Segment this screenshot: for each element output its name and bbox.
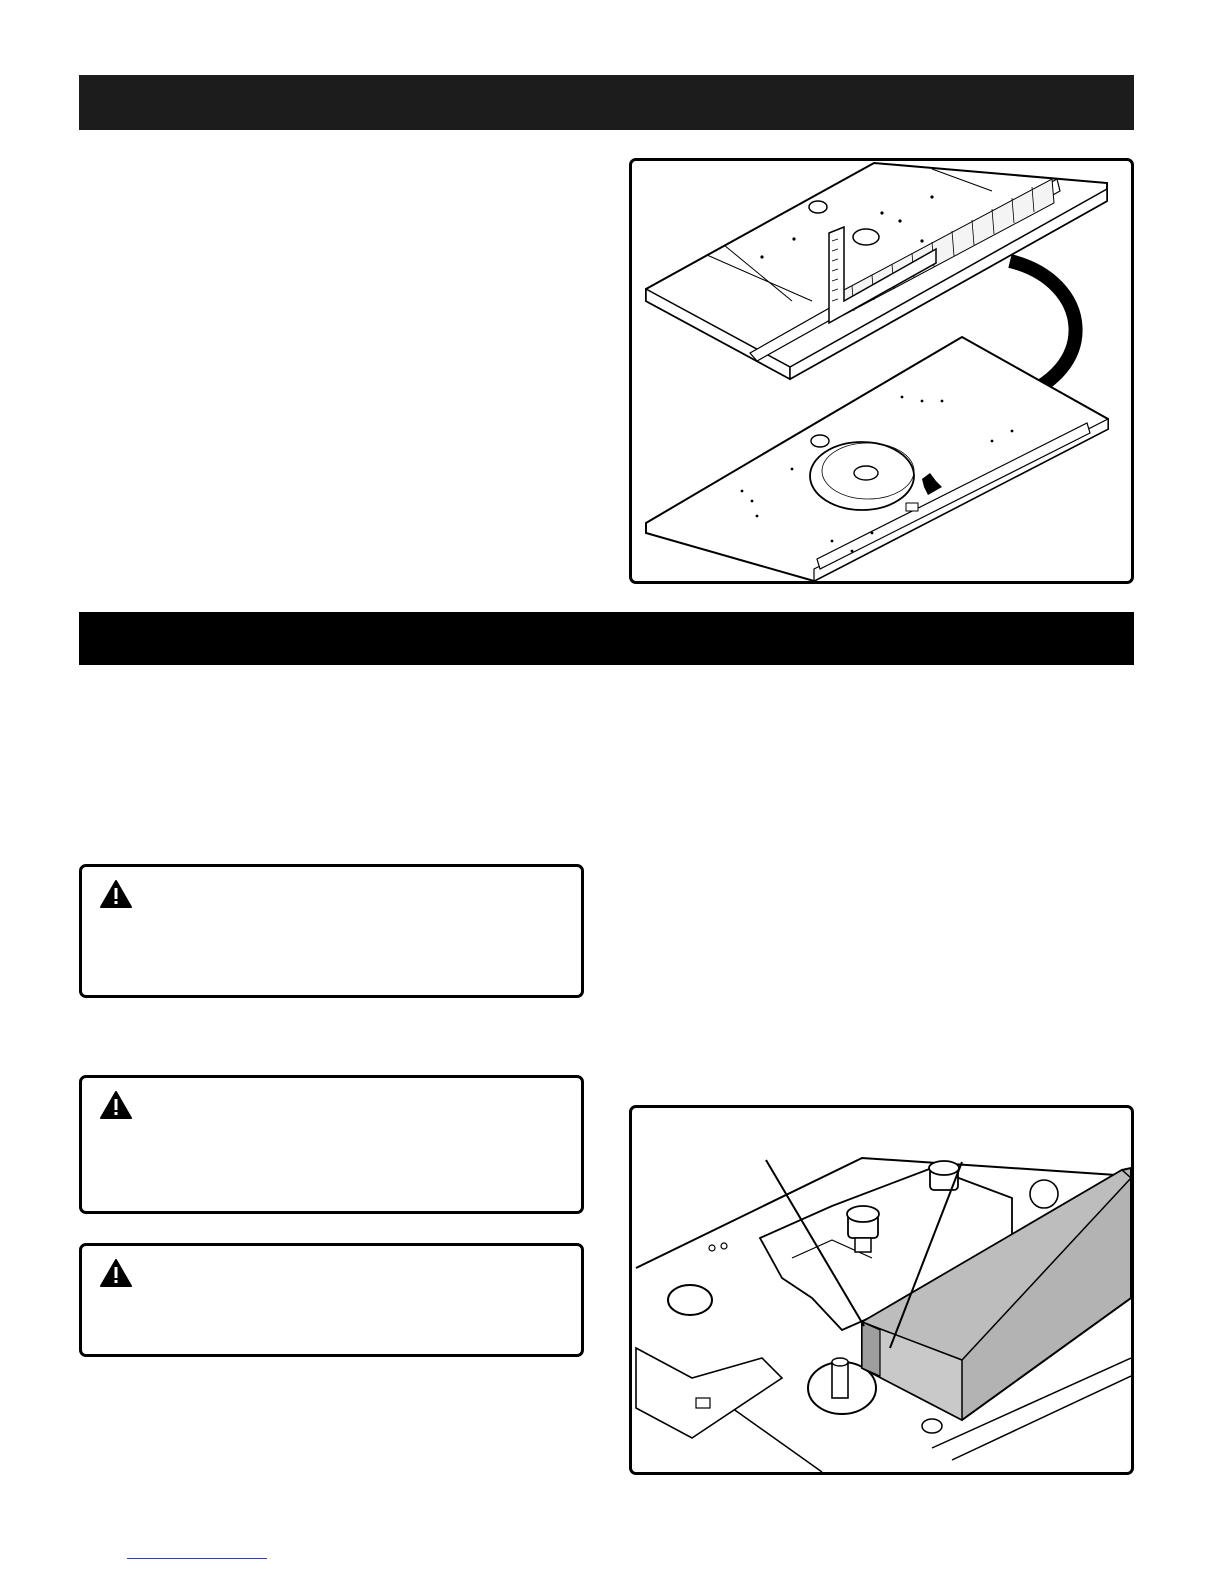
figure-fence-workpiece [629,1105,1134,1475]
warning-box-1 [79,864,584,998]
section-header-band-top [79,75,1134,130]
fence-closeup-illustration [632,1108,1131,1472]
miter-gauge [636,1348,782,1438]
warning-triangle-icon [99,1090,133,1120]
footer-link-underline[interactable] [127,1558,267,1559]
warning-box-2 [79,1075,584,1214]
warning-triangle-icon [99,879,133,909]
router-bit [832,1362,848,1398]
router-table-illustration [632,161,1131,581]
warning-triangle-icon [99,1258,133,1288]
router-base-plate [810,442,914,510]
figure-router-table-plate [629,158,1134,584]
section-header-band-middle [79,612,1134,665]
table-hole [668,1285,712,1315]
warning-box-3 [79,1243,584,1357]
lock-knob-right [929,1161,959,1190]
